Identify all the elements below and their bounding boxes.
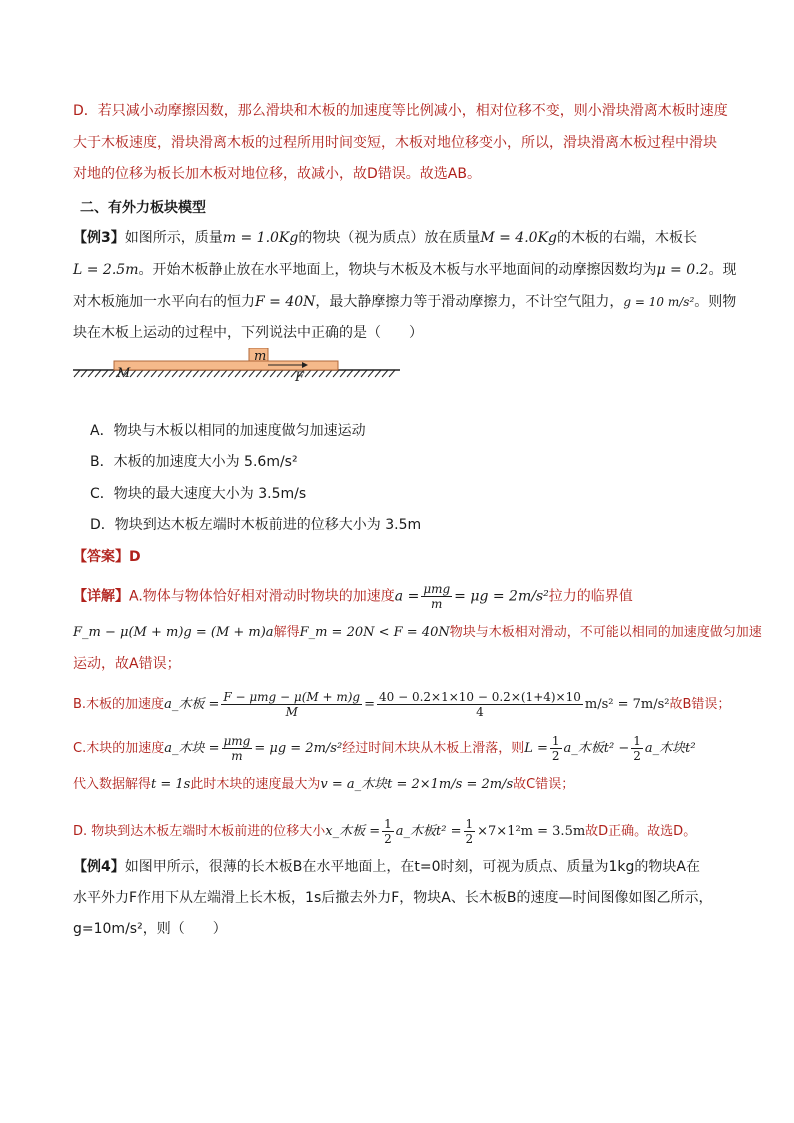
option-a: A．物块与木板以相同的加速度做匀加速运动 [90, 423, 366, 439]
figure-label-m: m [254, 349, 267, 364]
option-c: C．物块的最大速度大小为 3.5m/s [90, 486, 307, 502]
prev-solution-d-line3: 对地的位移为板长加木板对地位移，故减小，故D错误。故选AB。 [73, 166, 481, 182]
example3-line4: 块在木板上运动的过程中，下列说法中正确的是（ ） [73, 325, 423, 341]
option-b: B．木板的加速度大小为 5.6m/s² [90, 454, 298, 470]
example3-line2: L = 2.5m。开始木板静止放在水平地面上，物块与木板及木板与水平地面间的动摩擦因数均为μ = 0.2。现 [73, 262, 737, 278]
example4-line2: 水平外力F作用下从左端滑上长木板，1s后撤去外力F，物块A、长木板B的速度—时间图像如图乙所示， [73, 890, 713, 906]
detail-tag: 【详解】 [73, 588, 129, 605]
example3-tag: 【例3】 [73, 230, 125, 246]
figure-label-F: F [295, 370, 305, 385]
detail-line6: 代入数据解得t = 1s此时木块的速度最大为v = a_木块t = 2×1m/s = 2m/s故C错误； [73, 777, 575, 792]
detail-line7: D. 物块到达木板左端时木板前进的位移大小x_木板 = $\frac{1}{2}$ a_木板t² = $\frac{1}{2}$ ×7×1²m = 3.5m故D正确。故选D。 [73, 817, 697, 846]
example4-tag: 【例4】 [73, 859, 125, 875]
figure-label-M: M [117, 366, 131, 381]
detail-line2: F_m − μ(M + m)g = (M + m)a解得F_m = 20N < F = 40N物块与木板相对滑动，不可能以相同的加速度做匀加速 [73, 625, 762, 640]
example3-line1: 【例3】如图所示，质量m = 1.0Kg的物块（视为质点）放在质量M = 4.0Kg的木板的右端，木板长 [73, 230, 697, 246]
detail-line4: B.木板的加速度a_木板 = $\frac{\text{F − μmg − μ(M + m)g}}{M}$ = $\frac{40 - 0.2\times 1\times 10 - 0.2\times(1+4)\times 10}{4}$ m/s² = 7m/s²故B错误； [73, 690, 731, 719]
answer-line: 【答案】D [73, 549, 141, 565]
detail-line1: 【详解】A.物体与物体恰好相对滑动时物块的加速度a = $\frac{\text{μmg}}{m}$ = μg = 2m/s²拉力的临界值 [73, 582, 633, 611]
section-title: 二、有外力板块模型 [80, 200, 206, 216]
option-d: D．物块到达木板左端时木板前进的位移大小为 3.5m [90, 517, 422, 533]
example4-line3: g=10m/s²，则（ ） [73, 921, 227, 937]
example3-line3: 对木板施加一水平向右的恒力F = 40N，最大静摩擦力等于滑动摩擦力，不计空气阻力，g = 10 m/s²。则物 [73, 294, 737, 310]
example4-line1: 【例4】如图甲所示，很薄的长木板B在水平地面上，在t=0时刻，可视为质点、质量为1kg的物块A在 [73, 859, 700, 875]
prev-solution-d-line1: D．若只减小动摩擦因数，那么滑块和木板的加速度等比例减小，相对位移不变，则小滑块滑离木板时速度 [73, 103, 728, 119]
prev-solution-d-line2: 大于木板速度，滑块滑离木板的过程所用时间变短，木板对地位移变小，所以，滑块滑离木板过程中滑块 [73, 135, 717, 151]
detail-line3: 运动，故A错误； [73, 656, 181, 672]
detail-line5: C.木块的加速度a_木块 = $\frac{\text{μmg}}{m}$ = μg = 2m/s²经过时间木块从木板上滑落，则L = $\frac{1}{2}$ a_木板t² − $\frac{1}{2}$ a_木块t² [73, 734, 696, 763]
